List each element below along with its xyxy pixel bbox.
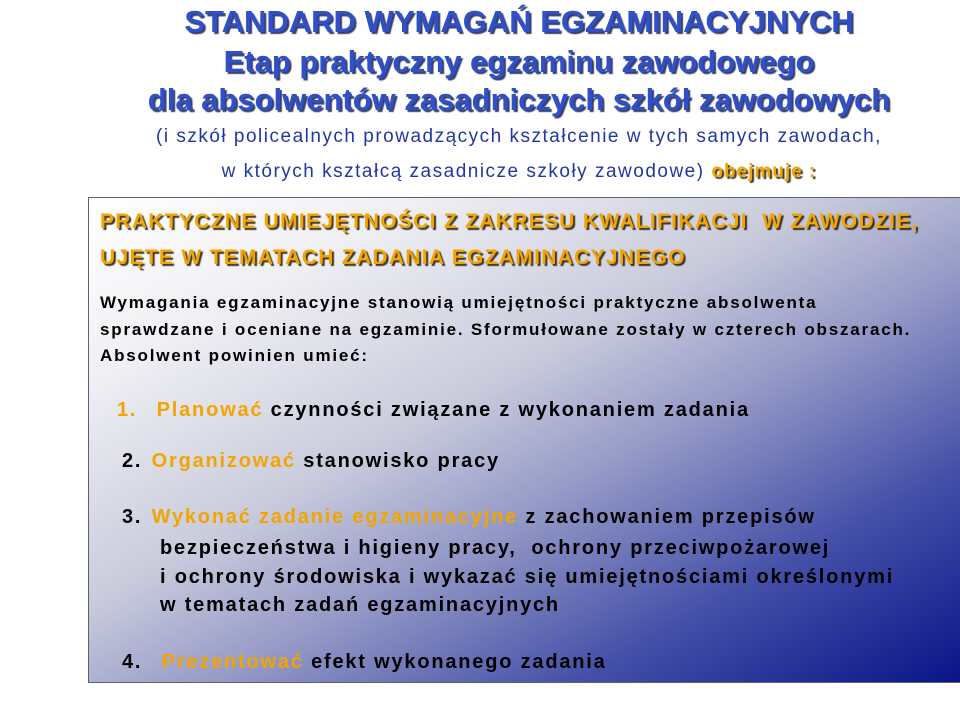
area-description: stanowisko pracy [303,450,500,472]
panel-heading-line-2: UJĘTE W TEMATACH ZADANIA EGZAMINACYJNEGO [100,246,686,269]
intro-line: sprawdzane i oceniane na egzaminie. Sformułowane zostały w czterech obszarach. [100,320,912,339]
scope-keyword: obejmuje : [711,161,817,182]
area-verb: Wykonać zadanie egzaminacyjne [151,506,519,528]
area-description: z zachowaniem przepisów [525,506,816,528]
area-number: 1. [117,399,138,421]
area-number: 2. [122,450,143,472]
area-continuation-line: i ochrony środowiska i wykazać się umiejętnościami określonymi [160,566,895,588]
slide-title [78,0,960,195]
panel-heading-line-1: PRAKTYCZNE UMIEJĘTNOŚCI Z ZAKRESU KWALIFIKACJI W ZAWODZIE, [100,210,919,233]
skills-panel [88,197,960,683]
scope-note-line-1: (i szkół policealnych prowadzących kształcenie w tych samych zawodach, [156,126,882,147]
area-number: 4. [122,651,143,673]
area-continuation-line: bezpieczeństwa i higieny pracy, ochrony przeciwpożarowej [160,537,831,559]
area-verb: Organizować [151,450,296,472]
area-item-planning [117,397,750,423]
area-verb: Prezentować [161,651,304,673]
area-description: czynności związane z wykonaniem zadania [270,399,750,421]
area-number: 3. [122,506,143,528]
area-continuation-line: w tematach zadań egzaminacyjnych [160,594,560,616]
area-item-execution [122,504,816,530]
intro-line: Wymagania egzaminacyjne stanowią umiejętności praktyczne absolwenta [100,293,818,312]
title-exam-stage: Etap praktyczny egzaminu zawodowego [223,44,815,79]
area-verb: Planować [156,399,264,421]
title-main: STANDARD WYMAGAŃ EGZAMINACYJNYCH [184,4,854,39]
scope-note-line-2 [78,160,960,184]
scope-note-text: w których kształcą zasadnicze szkoły zawodowe) [221,161,705,182]
title-audience: dla absolwentów zasadniczych szkół zawodowych [147,82,891,117]
area-item-presentation [122,649,607,675]
area-description: efekt wykonanego zadania [311,651,607,673]
intro-line: Absolwent powinien umieć: [100,346,369,365]
area-item-organizing [122,448,500,474]
